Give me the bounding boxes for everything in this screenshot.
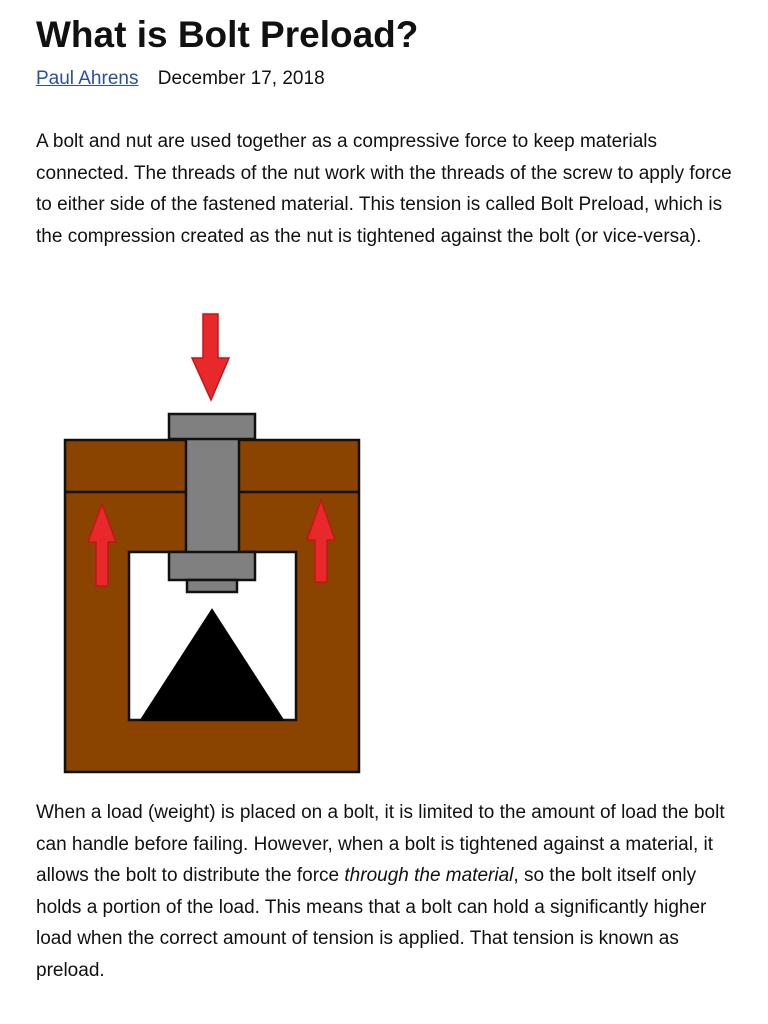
load-paragraph-text-2: , so the bolt itself only holds a portion of the load. This means that a bolt can hold a significantly higher load when the correct amount of tension is applied. That tension is known as preload.	[36, 865, 707, 981]
post-meta	[36, 66, 325, 92]
down-arrow-icon	[192, 314, 229, 400]
bolt-preload-diagram	[62, 312, 362, 777]
intro-paragraph: A bolt and nut are used together as a compressive force to keep materials connected. The threads of the nut work with the threads of the screw to apply force to either side of the fastened material. This tension is called Bolt Preload, which is the compression created as the nut is tightened against the bolt (or vice-versa).	[36, 131, 732, 247]
load-paragraph-text-1: When a load (weight) is placed on a bolt, it is limited to the amount of load the bolt can handle before failing. However, when a bolt is tightened against a material, it allows the bolt to distribute the force	[36, 802, 725, 886]
bolt-head	[169, 414, 255, 439]
author-link[interactable]: Paul Ahrens	[36, 68, 139, 89]
post-date: December 17, 2018	[157, 68, 325, 89]
page-title: What is Bolt Preload?	[36, 14, 419, 55]
load-paragraph-emphasis: through the material	[344, 865, 514, 886]
bolt-shank	[186, 438, 239, 553]
load-paragraph	[36, 797, 736, 986]
diagram-svg	[62, 312, 362, 777]
bolt-tip	[187, 580, 237, 592]
nut	[169, 552, 255, 580]
